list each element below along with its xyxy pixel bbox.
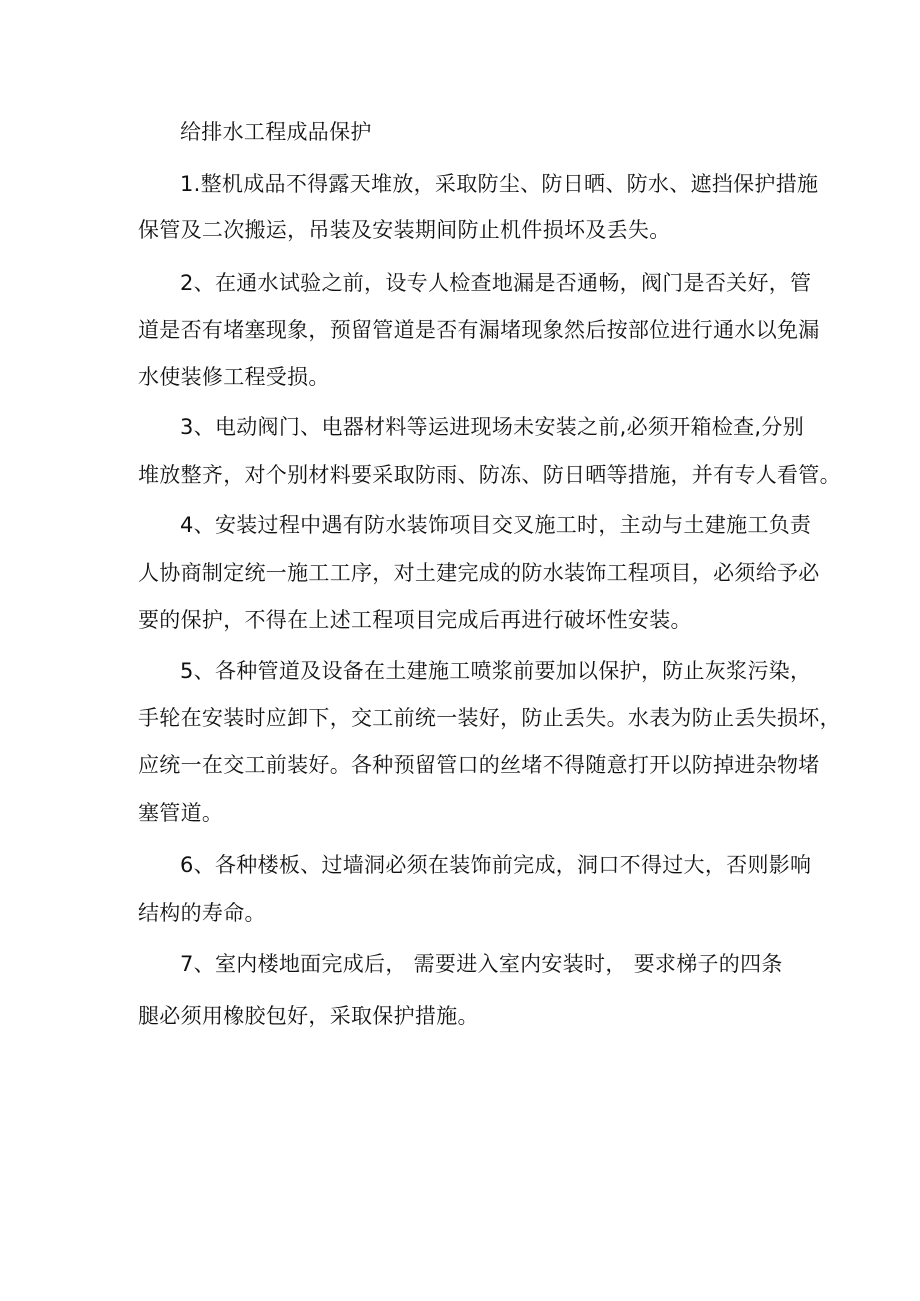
paragraph-line: 结构的寿命。 bbox=[138, 901, 266, 925]
paragraph-line: 6、各种楼板、过墙洞必须在装饰前完成，洞口不得过大，否则影响 bbox=[180, 853, 812, 877]
paragraph-line: 水使装修工程受损。 bbox=[138, 365, 330, 389]
paragraph-line: 1.整机成品不得露天堆放，采取防尘、防日晒、防水、遮挡保护措施 bbox=[180, 172, 819, 196]
paragraph-line: 人协商制定统一施工工序，对土建完成的防水装饰工程项目，必须给予必 bbox=[138, 561, 820, 585]
paragraph-line: 塞管道。 bbox=[138, 801, 224, 825]
paragraph-line: 2、在通水试验之前，设专人检查地漏是否通畅，阀门是否关好，管 bbox=[180, 271, 812, 295]
paragraph-line: 5、各种管道及设备在土建施工喷浆前要加以保护，防止灰浆污染， bbox=[180, 659, 812, 683]
paragraph-line: 应统一在交工前装好。各种预留管口的丝堵不得随意打开以防掉进杂物堵 bbox=[138, 753, 820, 777]
paragraph-line: 手轮在安装时应卸下，交工前统一装好，防止丢失。水表为防止丢失损坏， bbox=[138, 706, 841, 730]
document-title: 给排水工程成品保护 bbox=[180, 120, 372, 144]
paragraph-line: 3、电动阀门、电器材料等运进现场未安装之前,必须开箱检查,分别 bbox=[180, 415, 805, 439]
paragraph-line: 7、室内楼地面完成后， 需要进入室内安装时， 要求梯子的四条 bbox=[180, 952, 783, 976]
paragraph-line: 堆放整齐，对个别材料要采取防雨、防冻、防日晒等措施，并有专人看管。 bbox=[138, 463, 841, 487]
paragraph-line: 保管及二次搬运，吊装及安装期间防止机件损坏及丢失。 bbox=[138, 218, 671, 242]
paragraph-line: 腿必须用橡胶包好，采取保护措施。 bbox=[138, 1004, 479, 1028]
paragraph-line: 道是否有堵塞现象，预留管道是否有漏堵现象然后按部位进行通水以免漏 bbox=[138, 318, 820, 342]
paragraph-line: 要的保护，不得在上述工程项目完成后再进行破坏性安装。 bbox=[138, 608, 692, 632]
paragraph-line: 4、安装过程中遇有防水装饰项目交叉施工时，主动与土建施工负责 bbox=[180, 513, 812, 537]
